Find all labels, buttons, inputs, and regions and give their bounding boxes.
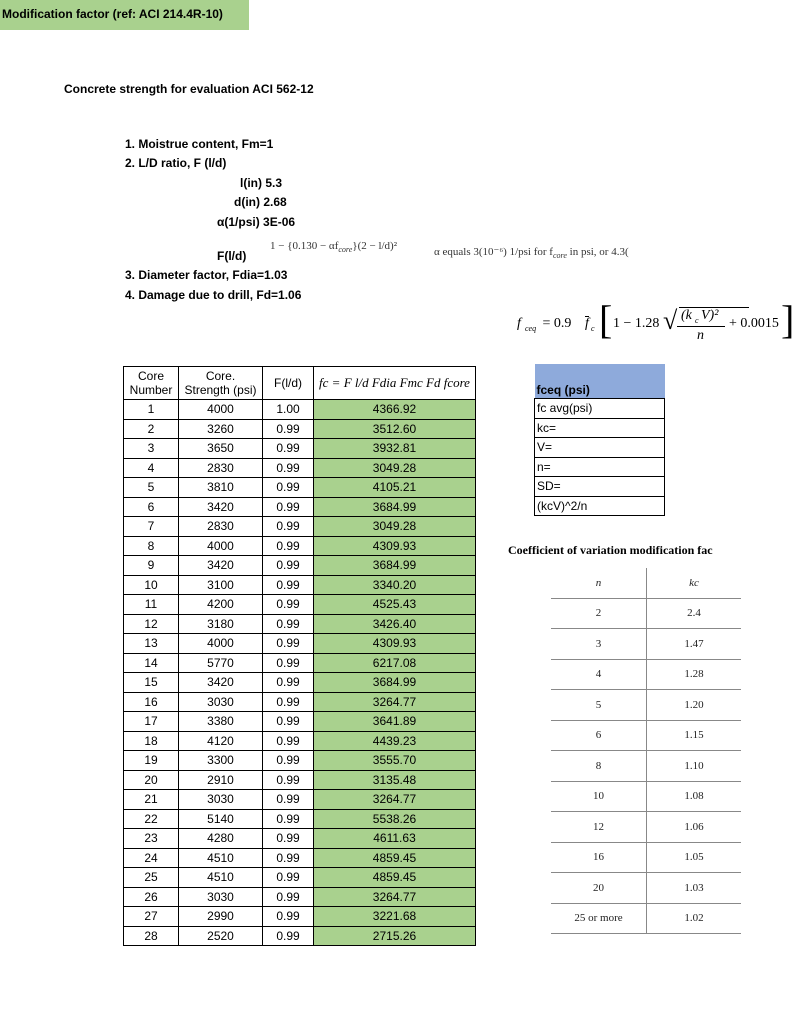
core-number-cell: 22 <box>124 809 179 829</box>
core-strength-cell: 4510 <box>179 868 263 888</box>
damage-item: 4. Damage due to drill, Fd=1.06 <box>125 288 302 302</box>
core-strength-cell: 2910 <box>179 770 263 790</box>
fc-cell: 4859.45 <box>314 848 476 868</box>
table-row <box>124 712 476 732</box>
f-ld-cell: 0.99 <box>263 439 314 459</box>
table-row <box>124 673 476 693</box>
core-number-cell: 13 <box>124 634 179 654</box>
table-row <box>124 536 476 556</box>
kc-value-cell: 1.20 <box>647 690 742 721</box>
table-row <box>124 614 476 634</box>
table-row <box>124 478 476 498</box>
table-row <box>551 842 741 873</box>
core-number-cell: 21 <box>124 790 179 810</box>
f-ld-cell: 0.99 <box>263 848 314 868</box>
table-row <box>124 692 476 712</box>
fceq-row-label: n= <box>535 457 665 477</box>
fc-cell: 4525.43 <box>314 595 476 615</box>
table-row <box>551 629 741 660</box>
fc-cell: 3049.28 <box>314 458 476 478</box>
table-row <box>124 848 476 868</box>
core-strength-cell: 2830 <box>179 458 263 478</box>
table-row <box>124 731 476 751</box>
core-number-cell: 12 <box>124 614 179 634</box>
core-number-cell: 20 <box>124 770 179 790</box>
kc-n-cell: 8 <box>551 751 647 782</box>
core-number-cell: 8 <box>124 536 179 556</box>
kc-n-cell: 4 <box>551 659 647 690</box>
f-ld-cell: 0.99 <box>263 536 314 556</box>
fc-cell: 3641.89 <box>314 712 476 732</box>
fc-cell: 6217.08 <box>314 653 476 673</box>
core-number-cell: 6 <box>124 497 179 517</box>
table-row <box>124 517 476 537</box>
core-strength-cell: 4510 <box>179 848 263 868</box>
core-strength-cell: 2830 <box>179 517 263 537</box>
core-strength-cell: 4120 <box>179 731 263 751</box>
table-row <box>124 907 476 927</box>
kc-value-cell: 1.03 <box>647 873 742 904</box>
table-row <box>551 598 741 629</box>
table-row <box>551 720 741 751</box>
table-row <box>124 790 476 810</box>
table-row <box>535 438 665 458</box>
fc-cell: 3264.77 <box>314 887 476 907</box>
alpha-value: α(1/psi) 3E-06 <box>217 215 296 229</box>
kc-value-cell: 1.08 <box>647 781 742 812</box>
core-number-cell: 11 <box>124 595 179 615</box>
ld-ratio-item: 2. L/D ratio, F (l/d) <box>125 156 227 170</box>
f-ld-formula: $1 - \{0.130 - \alpha f_{core}\}(2 - l/d)^2$ <box>270 240 398 255</box>
fc-cell: 4439.23 <box>314 731 476 751</box>
kc-n-cell: 12 <box>551 812 647 843</box>
fc-cell: 3932.81 <box>314 439 476 459</box>
kc-value-cell: 1.06 <box>647 812 742 843</box>
modification-factor-label: Modification factor (ref: ACI 214.4R-10) <box>2 7 223 21</box>
fc-cell: 3684.99 <box>314 556 476 576</box>
fc-cell: 3340.20 <box>314 575 476 595</box>
table-row <box>535 418 665 438</box>
table-row <box>124 575 476 595</box>
f-ld-cell: 0.99 <box>263 692 314 712</box>
core-number-cell: 24 <box>124 848 179 868</box>
core-strength-cell: 3420 <box>179 497 263 517</box>
core-strength-cell: 4200 <box>179 595 263 615</box>
f-ld-cell: 0.99 <box>263 653 314 673</box>
f-ld-cell: 0.99 <box>263 517 314 537</box>
fc-cell: 3049.28 <box>314 517 476 537</box>
core-strength-cell: 3650 <box>179 439 263 459</box>
kc-value-cell: 1.15 <box>647 720 742 751</box>
kc-value-cell: 1.10 <box>647 751 742 782</box>
fceq-row-label: SD= <box>535 477 665 497</box>
f-ld-cell: 0.99 <box>263 497 314 517</box>
f-ld-cell: 0.99 <box>263 731 314 751</box>
core-strength-cell: 4000 <box>179 400 263 420</box>
core-strength-cell: 3260 <box>179 419 263 439</box>
fceq-row-label: (kcV)^2/n <box>535 496 665 516</box>
fc-cell: 4859.45 <box>314 868 476 888</box>
kc-n-cell: 5 <box>551 690 647 721</box>
fc-cell: 3264.77 <box>314 692 476 712</box>
table-row <box>551 781 741 812</box>
kc-value-cell: 1.47 <box>647 629 742 660</box>
fc-cell: 4611.63 <box>314 829 476 849</box>
table-row <box>124 497 476 517</box>
kc-value-cell: 1.05 <box>647 842 742 873</box>
fc-cell: 2715.26 <box>314 926 476 946</box>
f-ld-cell: 0.99 <box>263 907 314 927</box>
table-row <box>551 903 741 934</box>
table-row <box>535 496 665 516</box>
fceq-row-label: V= <box>535 438 665 458</box>
core-number-cell: 28 <box>124 926 179 946</box>
fc-cell: 4309.93 <box>314 536 476 556</box>
fc-cell: 3684.99 <box>314 497 476 517</box>
table-row <box>535 457 665 477</box>
fc-cell: 3221.68 <box>314 907 476 927</box>
kc-value-cell: 1.02 <box>647 903 742 934</box>
core-strength-cell: 3100 <box>179 575 263 595</box>
table-row <box>124 653 476 673</box>
table-row <box>124 868 476 888</box>
table-row <box>124 419 476 439</box>
core-strength-cell: 4280 <box>179 829 263 849</box>
core-number-cell: 25 <box>124 868 179 888</box>
f-ld-cell: 0.99 <box>263 926 314 946</box>
f-ld-cell: 0.99 <box>263 575 314 595</box>
core-number-cell: 17 <box>124 712 179 732</box>
fc-cell: 4105.21 <box>314 478 476 498</box>
fceq-row-label: fc avg(psi) <box>535 399 665 419</box>
table-row <box>551 873 741 904</box>
page-title: Concrete strength for evaluation ACI 562-12 <box>64 82 314 96</box>
core-strength-cell: 3420 <box>179 556 263 576</box>
core-number-cell: 19 <box>124 751 179 771</box>
core-number-cell: 7 <box>124 517 179 537</box>
f-ld-cell: 0.99 <box>263 478 314 498</box>
core-number-cell: 4 <box>124 458 179 478</box>
core-number-cell: 9 <box>124 556 179 576</box>
f-ld-label: F(l/d) <box>217 249 247 263</box>
modification-factor-header <box>0 0 249 30</box>
kc-modification-table <box>551 568 741 934</box>
fc-cell: 3684.99 <box>314 673 476 693</box>
f-ld-cell: 1.00 <box>263 400 314 420</box>
table-row <box>124 887 476 907</box>
f-ld-cell: 0.99 <box>263 712 314 732</box>
table-row <box>551 751 741 782</box>
table-row <box>124 439 476 459</box>
kc-n-cell: 16 <box>551 842 647 873</box>
kc-value-cell: 1.28 <box>647 659 742 690</box>
table-row <box>551 690 741 721</box>
kc-n-cell: 25 or more <box>551 903 647 934</box>
core-number-cell: 1 <box>124 400 179 420</box>
table-row <box>124 751 476 771</box>
core-number-cell: 3 <box>124 439 179 459</box>
f-ld-cell: 0.99 <box>263 751 314 771</box>
fceq-row-label: kc= <box>535 418 665 438</box>
kc-n-cell: 3 <box>551 629 647 660</box>
core-number-cell: 27 <box>124 907 179 927</box>
core-strength-cell: 4000 <box>179 634 263 654</box>
core-strength-cell: 2990 <box>179 907 263 927</box>
fceq-header: fceq (psi) <box>535 364 665 399</box>
f-ld-cell: 0.99 <box>263 419 314 439</box>
core-strength-cell: 3380 <box>179 712 263 732</box>
table-row <box>124 829 476 849</box>
f-ld-cell: 0.99 <box>263 770 314 790</box>
alpha-note: α equals 3(10⁻⁶) 1/psi for $f_{core}$ in psi, or 4.3( <box>434 246 629 261</box>
diameter-item: 3. Diameter factor, Fdia=1.03 <box>125 268 288 282</box>
core-number-cell: 10 <box>124 575 179 595</box>
core-strength-cell: 2520 <box>179 926 263 946</box>
fc-cell: 4309.93 <box>314 634 476 654</box>
f-ld-cell: 0.99 <box>263 673 314 693</box>
f-ld-cell: 0.99 <box>263 790 314 810</box>
f-ld-cell: 0.99 <box>263 887 314 907</box>
core-strength-cell: 3030 <box>179 692 263 712</box>
core-strength-cell: 3030 <box>179 887 263 907</box>
kc-value-cell: 2.4 <box>647 598 742 629</box>
core-strength-cell: 3810 <box>179 478 263 498</box>
core-number-cell: 5 <box>124 478 179 498</box>
f-ld-cell: 0.99 <box>263 829 314 849</box>
moisture-item: 1. Moistrue content, Fm=1 <box>125 137 274 151</box>
table-row <box>124 770 476 790</box>
kc-kc-header: kc <box>647 568 742 598</box>
kc-n-cell: 10 <box>551 781 647 812</box>
table-row <box>551 812 741 843</box>
fceq-table <box>534 364 665 516</box>
core-number-cell: 14 <box>124 653 179 673</box>
fc-cell: 4366.92 <box>314 400 476 420</box>
table-row <box>124 400 476 420</box>
kc-table-caption: Coefficient of variation modification fac <box>508 543 713 557</box>
table-row <box>535 399 665 419</box>
core-strength-cell: 5770 <box>179 653 263 673</box>
table-row <box>124 926 476 946</box>
f-ld-cell: 0.99 <box>263 614 314 634</box>
f-ld-cell: 0.99 <box>263 595 314 615</box>
table-row <box>124 634 476 654</box>
f-ld-cell: 0.99 <box>263 809 314 829</box>
core-number-cell: 16 <box>124 692 179 712</box>
fc-cell: 3426.40 <box>314 614 476 634</box>
core-strength-cell: 3300 <box>179 751 263 771</box>
fc-cell: 3135.48 <box>314 770 476 790</box>
core-strength-table <box>123 366 476 946</box>
fc-cell: 3555.70 <box>314 751 476 771</box>
core-strength-cell: 3420 <box>179 673 263 693</box>
f-ld-cell: 0.99 <box>263 458 314 478</box>
fc-formula-header: fc = F l/d Fdia Fmc Fd fcore <box>314 367 476 400</box>
fc-cell: 5538.26 <box>314 809 476 829</box>
l-value: l(in) 5.3 <box>240 176 283 190</box>
table-row <box>124 809 476 829</box>
core-number-cell: 18 <box>124 731 179 751</box>
f-ld-cell: 0.99 <box>263 634 314 654</box>
core-strength-header: Core. Strength (psi) <box>179 367 263 400</box>
core-number-header: Core Number <box>124 367 179 400</box>
kc-n-cell: 6 <box>551 720 647 751</box>
core-strength-cell: 4000 <box>179 536 263 556</box>
core-strength-cell: 3030 <box>179 790 263 810</box>
d-value: d(in) 2.68 <box>234 195 287 209</box>
core-number-cell: 15 <box>124 673 179 693</box>
core-number-cell: 26 <box>124 887 179 907</box>
fc-cell: 3512.60 <box>314 419 476 439</box>
core-strength-cell: 5140 <box>179 809 263 829</box>
core-number-cell: 23 <box>124 829 179 849</box>
f-ld-cell: 0.99 <box>263 868 314 888</box>
table-row <box>124 458 476 478</box>
table-row <box>124 556 476 576</box>
kc-n-cell: 2 <box>551 598 647 629</box>
core-number-cell: 2 <box>124 419 179 439</box>
table-row <box>124 595 476 615</box>
core-strength-cell: 3180 <box>179 614 263 634</box>
fc-cell: 3264.77 <box>314 790 476 810</box>
f-ld-cell: 0.99 <box>263 556 314 576</box>
table-row <box>535 477 665 497</box>
kc-n-header: n <box>551 568 647 598</box>
table-row <box>551 659 741 690</box>
f-ld-header: F(l/d) <box>263 367 314 400</box>
kc-n-cell: 20 <box>551 873 647 904</box>
